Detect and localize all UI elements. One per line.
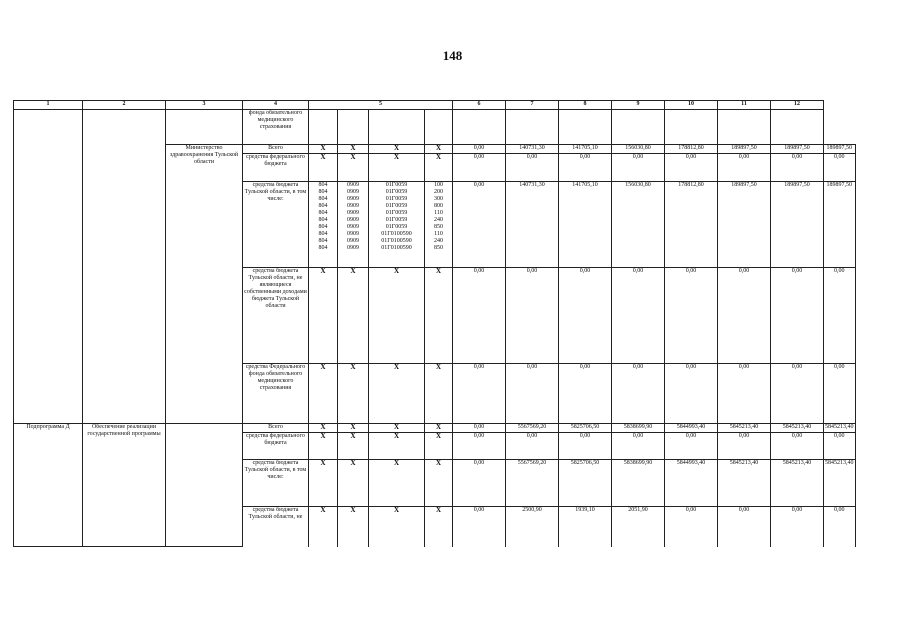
code-cell: X <box>369 364 425 424</box>
code-cell: X <box>425 460 453 507</box>
code-cell: X <box>309 145 338 154</box>
code-cell: X <box>369 424 425 433</box>
value-cell: 5838699,90 <box>612 424 665 433</box>
header-cell: 9 <box>612 101 665 110</box>
header-cell: 1 <box>14 101 83 110</box>
grbs-codes: 804 804 804 804 804 804 804 804 804 804 <box>309 182 338 268</box>
code-cell: X <box>338 154 369 182</box>
funding-source: средства бюджета Тульской области, не <box>243 507 309 547</box>
value-cell: 5825706,50 <box>559 460 612 507</box>
code-cell: X <box>338 433 369 460</box>
value-cell: 0,00 <box>453 182 506 268</box>
funding-source: средства Федерального фонда обязательного медицинского страхования <box>243 364 309 424</box>
code-cell: X <box>309 364 338 424</box>
code-cell: X <box>309 433 338 460</box>
value-cell: 0,00 <box>718 507 771 547</box>
value-cell: 141705,10 <box>559 145 612 154</box>
code-cell: X <box>369 145 425 154</box>
target-article-codes: 01Г0059 01Г0059 01Г0059 01Г0059 01Г0059 01Г0059 01Г0059 01Г0100590 01Г0100590 01Г0100590 <box>369 182 425 268</box>
funding-source: фонда обязательного медицинского страхования <box>243 110 309 145</box>
code-cell: X <box>425 154 453 182</box>
code-cell: X <box>309 268 338 364</box>
value-cell: 0,00 <box>612 268 665 364</box>
funding-source: средства бюджета Тульской области, в том числе: <box>243 460 309 507</box>
value-cell: 141705,10 <box>559 182 612 268</box>
value-cell: 1939,10 <box>559 507 612 547</box>
code-cell: X <box>369 507 425 547</box>
value-cell: 0,00 <box>453 268 506 364</box>
header-cell: 4 <box>243 101 309 110</box>
subprogram-title: Подпрограмма Д <box>14 424 83 547</box>
value-cell: 5845213,40 <box>824 460 856 507</box>
header-cell: 6 <box>453 101 506 110</box>
value-cell: 189897,50 <box>718 182 771 268</box>
value-cell: 0,00 <box>453 460 506 507</box>
code-cell: X <box>425 433 453 460</box>
value-cell: 5845213,40 <box>718 460 771 507</box>
value-cell: 156030,80 <box>612 182 665 268</box>
value-cell: 189897,50 <box>771 182 824 268</box>
funding-source: Всего <box>243 145 309 154</box>
value-cell: 0,00 <box>612 364 665 424</box>
value-cell: 0,00 <box>771 364 824 424</box>
value-cell: 0,00 <box>506 364 559 424</box>
value-cell: 0,00 <box>453 154 506 182</box>
funding-source: Всего <box>243 424 309 433</box>
code-cell: X <box>309 507 338 547</box>
header-cell: 11 <box>718 101 771 110</box>
value-cell: 2500,90 <box>506 507 559 547</box>
subprogram-name: Обеспечение реализации государственной программы <box>83 424 166 547</box>
code-cell: X <box>338 424 369 433</box>
budget-table <box>13 100 856 547</box>
header-cell: 8 <box>559 101 612 110</box>
value-cell: 156030,80 <box>612 145 665 154</box>
value-cell: 5845213,40 <box>824 424 856 433</box>
value-cell: 0,00 <box>453 424 506 433</box>
value-cell: 0,00 <box>718 154 771 182</box>
value-cell: 0,00 <box>665 154 718 182</box>
value-cell: 0,00 <box>506 154 559 182</box>
value-cell: 0,00 <box>771 268 824 364</box>
value-cell: 0,00 <box>718 268 771 364</box>
funding-source: средства бюджета Тульской области, не являющиеся собственными доходами бюджета Тульской области <box>243 268 309 364</box>
code-cell: X <box>309 154 338 182</box>
value-cell: 189897,50 <box>771 145 824 154</box>
value-cell: 189897,50 <box>824 182 856 268</box>
value-cell: 178812,80 <box>665 182 718 268</box>
value-cell: 0,00 <box>824 154 856 182</box>
value-cell: 140731,30 <box>506 145 559 154</box>
value-cell: 0,00 <box>453 507 506 547</box>
value-cell: 178812,80 <box>665 145 718 154</box>
table-row <box>14 110 856 145</box>
value-cell: 0,00 <box>506 268 559 364</box>
value-cell: 5844993,40 <box>665 424 718 433</box>
code-cell: X <box>425 507 453 547</box>
value-cell: 0,00 <box>559 154 612 182</box>
code-cell: X <box>425 268 453 364</box>
page-number: 148 <box>442 48 463 63</box>
header-cell: 7 <box>506 101 559 110</box>
code-cell: X <box>338 460 369 507</box>
value-cell: 5567569,20 <box>506 424 559 433</box>
expense-type-codes: 100 200 300 800 110 240 850 110 240 850 <box>425 182 453 268</box>
value-cell: 0,00 <box>718 433 771 460</box>
header-cell: 10 <box>665 101 718 110</box>
value-cell: 0,00 <box>718 364 771 424</box>
value-cell: 0,00 <box>771 507 824 547</box>
value-cell: 5825706,50 <box>559 424 612 433</box>
header-cell: 3 <box>166 101 243 110</box>
header-cell: 2 <box>83 101 166 110</box>
code-cell: X <box>369 154 425 182</box>
funding-source: средства бюджета Тульской области, в том числе: <box>243 182 309 268</box>
code-cell: X <box>369 268 425 364</box>
value-cell: 0,00 <box>453 364 506 424</box>
value-cell: 0,00 <box>665 507 718 547</box>
responsible-executor: Министерство здравоохранения Тульской области <box>166 145 243 424</box>
value-cell: 0,00 <box>824 364 856 424</box>
value-cell: 0,00 <box>612 154 665 182</box>
value-cell: 5845213,40 <box>771 424 824 433</box>
value-cell: 0,00 <box>824 433 856 460</box>
code-cell: X <box>338 507 369 547</box>
header-cell: 12 <box>771 101 824 110</box>
code-cell: X <box>338 268 369 364</box>
funding-source: средства федерального бюджета <box>243 433 309 460</box>
table-row <box>14 424 856 433</box>
value-cell: 189897,50 <box>718 145 771 154</box>
value-cell: 0,00 <box>453 145 506 154</box>
code-cell: X <box>369 460 425 507</box>
header-row <box>14 101 856 110</box>
value-cell: 0,00 <box>824 268 856 364</box>
value-cell: 140731,30 <box>506 182 559 268</box>
value-cell: 5838699,90 <box>612 460 665 507</box>
value-cell: 2051,90 <box>612 507 665 547</box>
code-cell: X <box>338 364 369 424</box>
value-cell: 0,00 <box>453 433 506 460</box>
value-cell: 0,00 <box>665 268 718 364</box>
header-cell: 5 <box>309 101 453 110</box>
value-cell: 0,00 <box>559 433 612 460</box>
code-cell: X <box>425 145 453 154</box>
code-cell: X <box>309 424 338 433</box>
funding-source: средства федерального бюджета <box>243 154 309 182</box>
code-cell: X <box>425 364 453 424</box>
value-cell: 0,00 <box>824 507 856 547</box>
code-cell: X <box>425 424 453 433</box>
value-cell: 5845213,40 <box>771 460 824 507</box>
value-cell: 5845213,40 <box>718 424 771 433</box>
value-cell: 0,00 <box>612 433 665 460</box>
code-cell: X <box>338 145 369 154</box>
code-cell: X <box>369 433 425 460</box>
value-cell: 0,00 <box>771 433 824 460</box>
value-cell: 0,00 <box>665 433 718 460</box>
value-cell: 0,00 <box>559 268 612 364</box>
section-codes: 0909 0909 0909 0909 0909 0909 0909 0909 0909 0909 <box>338 182 369 268</box>
value-cell: 5844993,40 <box>665 460 718 507</box>
value-cell: 189897,50 <box>824 145 856 154</box>
value-cell: 0,00 <box>665 364 718 424</box>
value-cell: 0,00 <box>771 154 824 182</box>
code-cell: X <box>309 460 338 507</box>
value-cell: 5567569,20 <box>506 460 559 507</box>
value-cell: 0,00 <box>559 364 612 424</box>
value-cell: 0,00 <box>506 433 559 460</box>
